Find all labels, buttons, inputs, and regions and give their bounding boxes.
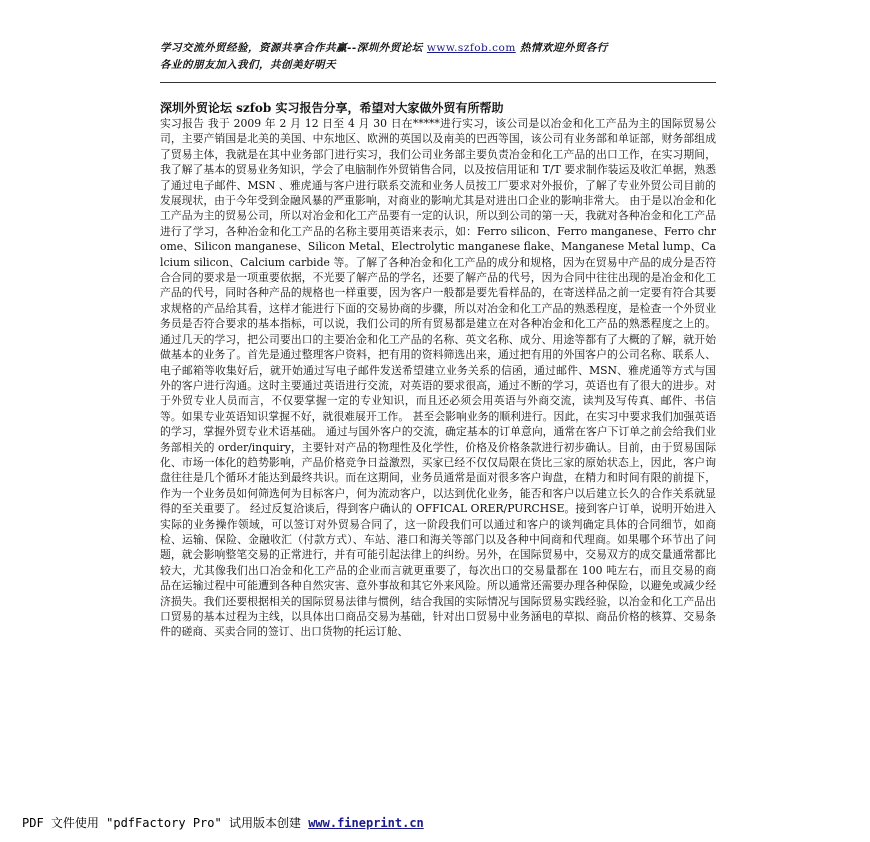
footer-link[interactable]: www.fineprint.cn: [308, 816, 424, 830]
article-title: 深圳外贸论坛 szfob 实习报告分享，希望对大家做外贸有所帮助: [160, 101, 504, 115]
header-slogan-end: 热情欢迎外贸各行: [519, 42, 608, 54]
header-slogan: 学习交流外贸经验，资源共享合作共赢--深圳外贸论坛: [160, 42, 423, 54]
pdf-footer: [22, 814, 424, 831]
article-paragraph: 实习报告 我于 2009 年 2 月 12 日至 4 月 30 日在*****进行实习，该公司是以冶金和化工产品为主的国际贸易公司，主要产销国是北美的美国、中东地区、欧洲的英国以及南美的巴西等国，该公司有业务部和单证部，财务部组成了贸易主体，我就是在其中业务部门进行实习，我们公司业务部主要负责冶金和化工产品的出口工作，在实习期间，我了解了基本的贸易业务知识，学会了电脑制作外贸销售合同，以及按信用证和 T/T 要求制作装运及收汇单据，熟悉了通过电子邮件、MSN 、雅虎通与客户进行联系交流和业务人员按工厂要求对外报价，了解了专业外贸公司目前的发展现状，由于今年受到金融风暴的严重影响，对商业的影响尤其是对进出口企业的影响非常大。 由于是以冶金和化工产品为主的贸易公司，所以对冶金和化工产品要有一定的认识，所以到公司的第一天，我就对各种冶金和化工产品进行了学习，各种冶金和化工产品的名称主要用英语来表示，如：Ferro silicon、Ferro manganese、Ferro chrome、Silicon manganese、Silicon Metal、Electrolytic manganese flake、Manganese Metal lump、Calcium silicon、Calcium carbide 等。了解了各种冶金和化工产品的成分和规格，因为在贸易中产品的成分是否符合合同的要求是一项重要依据，不光要了解产品的学名，还要了解产品的代号，因为合同中往往出现的是冶金和化工产品的代号，同时各种产品的规格也一样重要，因为客户一般都是要先看样品的，在寄送样品之前一定要有符合其要求规格的产品给其看，这样才能进行下面的交易协商的步骤，所以对冶金和化工产品的熟悉程度，是检查一个外贸业务员是否符合要求的基本指标，可以说，我们公司的所有贸易都是建立在对各种冶金和化工产品的熟悉程度之上的。 通过几天的学习，把公司要出口的主要冶金和化工产品的名称、英文名称、成分、用途等都有了大概的了解，就开始做基本的业务了。首先是通过整理客户资料，把有用的资料筛选出来，通过把有用的外国客户的公司名称、联系人、电子邮箱等收集好后，就开始通过写电子邮件发送希望建立业务关系的信函，通过邮件、MSN、雅虎通等方式与国外的客户进行沟通。这时主要通过英语进行交流，对英语的要求很高，通过不断的学习，英语也有了很大的进步。对于外贸专业人员而言，不仅要掌握一定的专业知识，而且还必须会用英语与外商交流，读判及写传真、邮件、书信等。如果专业英语知识掌握不好，就很难展开工作。 甚至会影响业务的顺利进行。因此，在实习中要求我们加强英语的学习，掌握外贸专业术语基础。 通过与国外客户的交流，确定基本的订单意向，通常在客户下订单之前会给我们业务部相关的 order/inquiry，主要针对产品的物理性及化学性，价格及价格条款进行初步确认。目前，由于贸易国际化、市场一体化的趋势影响，产品价格竞争日益激烈，买家已经不仅仅局限在货比三家的原始状态上，因此，客户询盘往往是几个循环才能达到最终共识。而在这期间，业务员通常是面对很多客户询盘，在精力和时间有限的前提下，作为一个业务员如何筛选何为目标客户，何为流动客户，以达到优化业务，能否和客户以后建立长久的合作关系就显得的至关重要了。 经过反复洽谈后，得到客户确认的 OFFICAL ORER/PURCHSE。接到客户订单，说明开始进入实际的业务操作领域，可以签订对外贸易合同了，这一阶段我们可以通过和客户的谈判确定具体的合同细节，如商检、运输、保险、金融收汇（付款方式）、车站、港口和海关等部门以及各种中间商和代理商。如果哪个环节出了问题，就会影响整笔交易的正常进行，并有可能引起法律上的纠纷。另外，在国际贸易中，交易双方的成交量通常都比较大，尤其像我们出口冶金和化工产品的企业而言就更重要了，每次出口的交易量都在 100 吨左右，而且交易的商品在运输过程中可能遭到各种自然灾害、意外事故和其它外来风险。所以通常还需要办理各种保险，以避免或减少经济损失。我们还要根据相关的国际贸易法律与惯例，结合我国的实际情况与国际贸易实践经验，以冶金和化工产品出口贸易的基本过程为主线，以具体出口商品交易为基础，针对出口贸易中业务涵电的草拟、商品价格的核算、交易条件的磋商、买卖合同的签订、出口货物的托运订舱、: [160, 117, 716, 639]
footer-text: PDF 文件使用 "pdfFactory Pro" 试用版本创建: [22, 816, 301, 830]
page-header: [160, 40, 716, 74]
article-body: [160, 116, 716, 640]
header-link[interactable]: www.szfob.com: [426, 42, 516, 54]
header-slogan-line2: 各业的朋友加入我们，共创美好明天: [160, 59, 336, 71]
header-divider: [160, 82, 716, 83]
